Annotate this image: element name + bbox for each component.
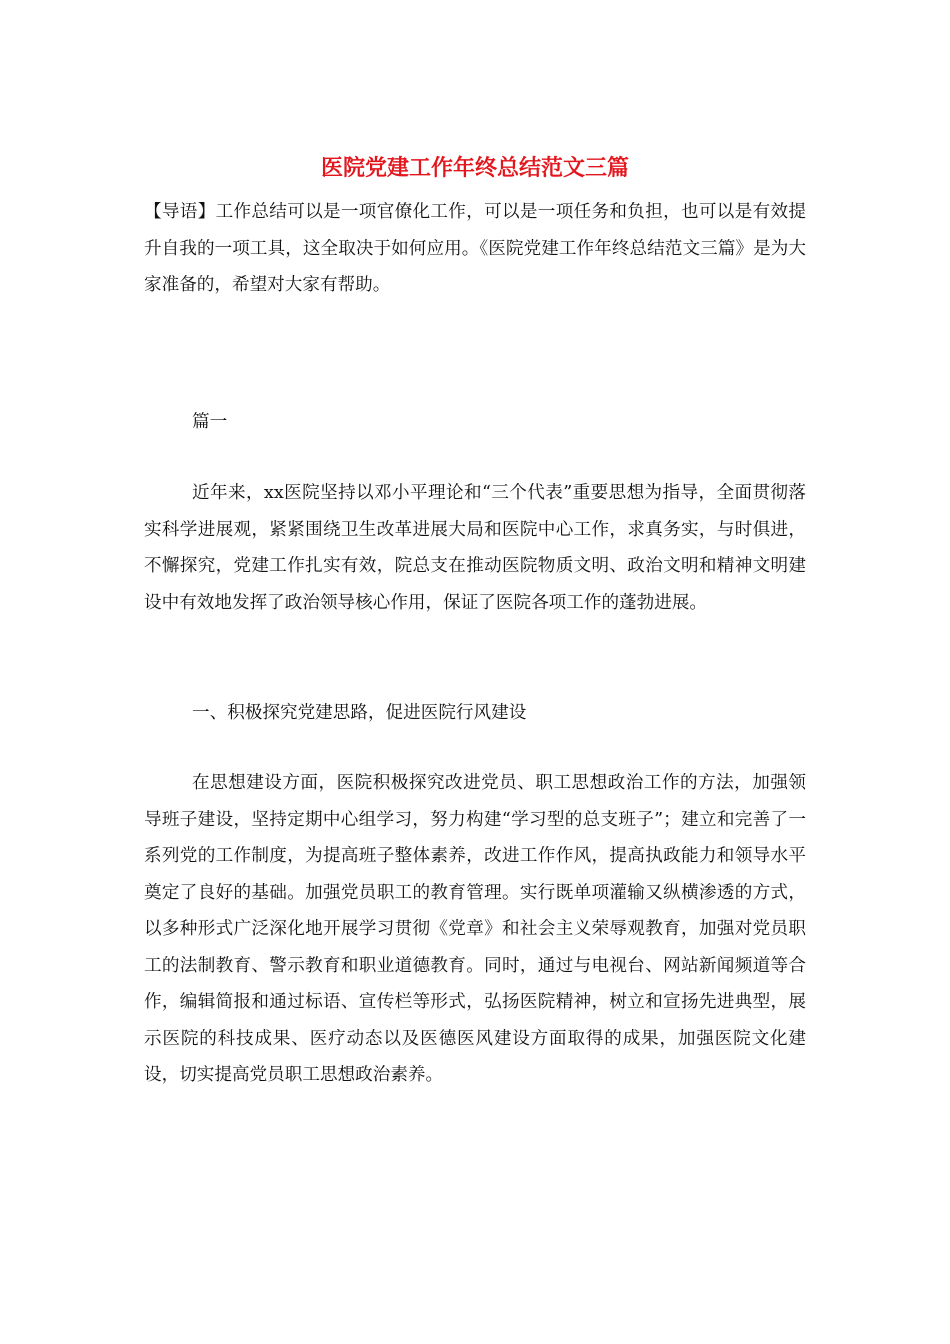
body-paragraph-1: 近年来，xx医院坚持以邓小平理论和“三个代表”重要思想为指导，全面贯彻落实科学进展观，紧紧围绕卫生改革进展大局和医院中心工作，求真务实，与时俱进，不懈探究，党建工作扎实有效，院总支在推动医院物质文明、政治文明和精神文明建设中有效地发挥了政治领导核心作用，保证了医院各项工作的蓬勃进展。 — [144, 483, 806, 613]
intro-paragraph: 【导语】工作总结可以是一项官僚化工作，可以是一项任务和负担，也可以是有效提升自我的一项工具，这全取决于如何应用。《医院党建工作年终总结范文三篇》是为大家准备的，希望对大家有帮助。 — [144, 202, 806, 295]
section-heading-1: 一、积极探究党建思路，促进医院行风建设 — [192, 703, 527, 723]
document-title: 医院党建工作年终总结范文三篇 — [320, 155, 629, 181]
part-label: 篇一 — [192, 412, 228, 432]
body-paragraph-2: 在思想建设方面，医院积极探究改进党员、职工思想政治工作的方法，加强领导班子建设，坚持定期中心组学习，努力构建“学习型的总支班子”；建立和完善了一系列党的工作制度，为提高班子整体素养，改进工作作风，提高执政能力和领导水平奠定了良好的基础。加强党员职工的教育管理。实行既单项灌输又纵横渗透的方式，以多种形式广泛深化地开展学习贯彻《党章》和社会主义荣辱观教育，加强对党员职工的法制教育、警示教育和职业道德教育。同时，通过与电视台、网站新闻频道等合作，编辑简报和通过标语、宣传栏等形式，弘扬医院精神，树立和宣扬先进典型，展示医院的科技成果、医疗动态以及医德医风建设方面取得的成果，加强医院文化建设，切实提高党员职工思想政治素养。 — [144, 773, 806, 1085]
